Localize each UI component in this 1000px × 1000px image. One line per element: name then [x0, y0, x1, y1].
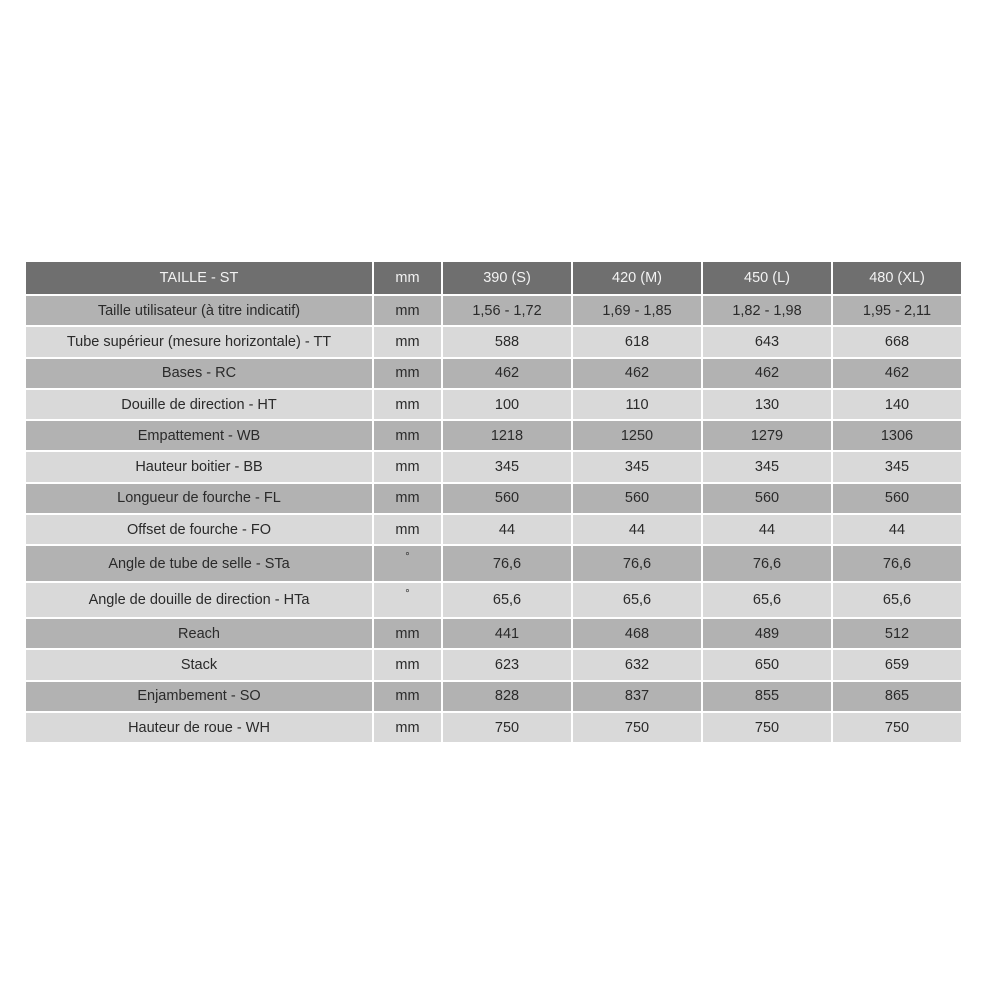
- table-row: [26, 650, 961, 679]
- table-row: [26, 484, 961, 513]
- row-label: Tube supérieur (mesure horizontale) - TT: [26, 327, 372, 356]
- row-value: 76,6: [443, 546, 571, 580]
- row-value: 76,6: [833, 546, 961, 580]
- row-value: 750: [443, 713, 571, 742]
- table-row: [26, 583, 961, 617]
- row-unit: mm: [374, 296, 441, 325]
- row-unit: mm: [374, 327, 441, 356]
- header-size-m: 420 (M): [573, 262, 701, 294]
- row-value: 618: [573, 327, 701, 356]
- table-row: [26, 452, 961, 481]
- row-label: Reach: [26, 619, 372, 648]
- row-value: 837: [573, 682, 701, 711]
- row-value: 750: [833, 713, 961, 742]
- geometry-table: [24, 260, 963, 744]
- row-value: 643: [703, 327, 831, 356]
- header-row: [26, 262, 961, 294]
- row-value: 44: [833, 515, 961, 544]
- row-unit: mm: [374, 359, 441, 388]
- row-value: 462: [833, 359, 961, 388]
- row-value: 1279: [703, 421, 831, 450]
- row-value: 1,69 - 1,85: [573, 296, 701, 325]
- row-value: 65,6: [443, 583, 571, 617]
- row-unit: mm: [374, 484, 441, 513]
- row-value: 560: [833, 484, 961, 513]
- row-value: 659: [833, 650, 961, 679]
- row-value: 1,82 - 1,98: [703, 296, 831, 325]
- table-header: [26, 262, 961, 294]
- row-value: 588: [443, 327, 571, 356]
- row-value: 76,6: [703, 546, 831, 580]
- row-value: 512: [833, 619, 961, 648]
- row-value: 345: [573, 452, 701, 481]
- row-value: 44: [443, 515, 571, 544]
- row-value: 345: [703, 452, 831, 481]
- table-row: [26, 296, 961, 325]
- table-body: [26, 296, 961, 742]
- row-value: 1250: [573, 421, 701, 450]
- header-size-label: TAILLE - ST: [26, 262, 372, 294]
- row-value: 65,6: [833, 583, 961, 617]
- row-unit: mm: [374, 619, 441, 648]
- row-value: 130: [703, 390, 831, 419]
- table-row: [26, 546, 961, 580]
- row-value: 100: [443, 390, 571, 419]
- row-value: 560: [573, 484, 701, 513]
- row-value: 65,6: [703, 583, 831, 617]
- row-unit: mm: [374, 515, 441, 544]
- row-value: 345: [833, 452, 961, 481]
- row-unit: mm: [374, 650, 441, 679]
- row-value: 468: [573, 619, 701, 648]
- header-size-xl: 480 (XL): [833, 262, 961, 294]
- row-label: Douille de direction - HT: [26, 390, 372, 419]
- table-row: [26, 515, 961, 544]
- row-label: Stack: [26, 650, 372, 679]
- row-value: 44: [703, 515, 831, 544]
- row-value: 1,56 - 1,72: [443, 296, 571, 325]
- row-value: 1306: [833, 421, 961, 450]
- row-label: Longueur de fourche - FL: [26, 484, 372, 513]
- header-size-s: 390 (S): [443, 262, 571, 294]
- row-value: 44: [573, 515, 701, 544]
- row-value: 441: [443, 619, 571, 648]
- row-unit: mm: [374, 421, 441, 450]
- row-value: 110: [573, 390, 701, 419]
- row-label: Angle de douille de direction - HTa: [26, 583, 372, 617]
- row-value: 462: [443, 359, 571, 388]
- table-row: [26, 713, 961, 742]
- row-value: 828: [443, 682, 571, 711]
- header-unit: mm: [374, 262, 441, 294]
- table-row: [26, 359, 961, 388]
- row-label: Offset de fourche - FO: [26, 515, 372, 544]
- row-value: 668: [833, 327, 961, 356]
- row-label: Hauteur de roue - WH: [26, 713, 372, 742]
- row-value: 489: [703, 619, 831, 648]
- row-unit: mm: [374, 390, 441, 419]
- row-value: 855: [703, 682, 831, 711]
- table-row: [26, 619, 961, 648]
- row-label: Hauteur boitier - BB: [26, 452, 372, 481]
- row-value: 462: [573, 359, 701, 388]
- row-value: 623: [443, 650, 571, 679]
- row-unit: °: [374, 546, 441, 580]
- row-unit: mm: [374, 452, 441, 481]
- table-row: [26, 682, 961, 711]
- row-label: Enjambement - SO: [26, 682, 372, 711]
- header-size-l: 450 (L): [703, 262, 831, 294]
- row-value: 750: [573, 713, 701, 742]
- row-value: 140: [833, 390, 961, 419]
- row-value: 865: [833, 682, 961, 711]
- row-label: Angle de tube de selle - STa: [26, 546, 372, 580]
- row-label: Empattement - WB: [26, 421, 372, 450]
- row-value: 560: [443, 484, 571, 513]
- row-value: 1218: [443, 421, 571, 450]
- row-value: 462: [703, 359, 831, 388]
- table-row: [26, 390, 961, 419]
- row-value: 750: [703, 713, 831, 742]
- row-value: 345: [443, 452, 571, 481]
- table-row: [26, 327, 961, 356]
- row-unit: mm: [374, 713, 441, 742]
- row-value: 76,6: [573, 546, 701, 580]
- table-row: [26, 421, 961, 450]
- row-unit: °: [374, 583, 441, 617]
- row-value: 65,6: [573, 583, 701, 617]
- row-unit: mm: [374, 682, 441, 711]
- row-value: 650: [703, 650, 831, 679]
- row-label: Taille utilisateur (à titre indicatif): [26, 296, 372, 325]
- row-label: Bases - RC: [26, 359, 372, 388]
- row-value: 632: [573, 650, 701, 679]
- row-value: 1,95 - 2,11: [833, 296, 961, 325]
- row-value: 560: [703, 484, 831, 513]
